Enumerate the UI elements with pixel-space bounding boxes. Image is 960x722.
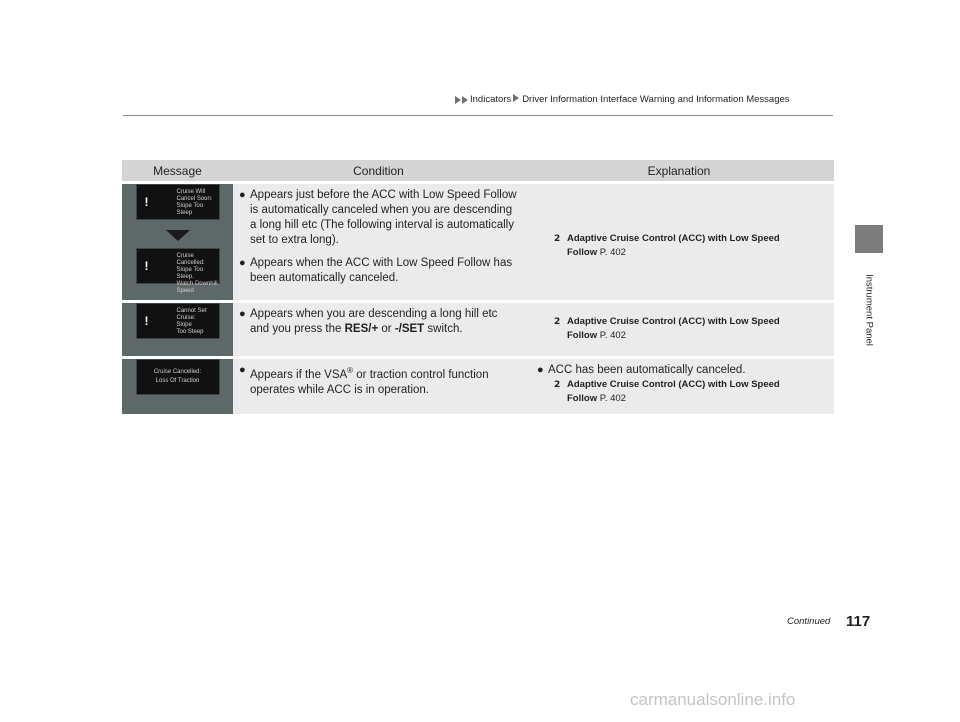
list-item: ● Appears just before the ACC with Low Speed Follow is automatically canceled when you are descending a long hill etc (The following interval is automatically set to extra long). [239, 189, 517, 246]
cruise-warning-icon: ! [144, 195, 149, 209]
list-item: ● Appears if the VSA® or traction control function operates while ACC is in operation. [239, 364, 489, 396]
section-tab [855, 225, 883, 253]
breadcrumb-arrow-icon [462, 96, 468, 104]
arrow-down-icon [166, 230, 190, 241]
condition-cell [233, 359, 524, 414]
breadcrumb-item-dii-messages[interactable]: Driver Information Interface Warning and Information Messages [522, 94, 790, 105]
explanation-cell [524, 359, 834, 414]
watermark: carmanualsonline.info [630, 690, 796, 709]
table-row [122, 303, 834, 356]
list-item: ● ACC has been automatically canceled. [537, 364, 746, 376]
list-item: ● Appears when the ACC with Low Speed Follow has been automatically canceled. [239, 257, 513, 284]
page-number: 117 [846, 613, 871, 630]
cross-reference-link[interactable]: 2 Adaptive Cruise Control (ACC) with Low Speed Follow P. 402 [554, 379, 780, 404]
dash-screen [136, 303, 220, 339]
message-image-cell [122, 184, 233, 300]
message-image-cell [122, 359, 233, 414]
explanation-cell [524, 303, 834, 356]
dash-message-text: Cruise Will Cancel Soon: Slope Too Steep [176, 189, 213, 216]
table-row [122, 184, 834, 300]
header-message: Message [122, 160, 233, 181]
cross-reference-link[interactable]: 2 Adaptive Cruise Control (ACC) with Low Speed Follow P. 402 [554, 233, 780, 258]
cross-reference-link[interactable]: 2 Adaptive Cruise Control (ACC) with Low Speed Follow P. 402 [554, 316, 780, 341]
explanation-cell [524, 184, 834, 300]
condition-cell [233, 303, 524, 356]
res-switch-label: RES/+ [344, 323, 379, 335]
continued-label: Continued [787, 616, 831, 627]
bullet-icon: ● [239, 364, 246, 376]
dash-screen [136, 359, 220, 395]
bullet-icon: ● [239, 189, 246, 201]
message-image-cell [122, 303, 233, 356]
header-explanation: Explanation [524, 160, 834, 181]
cruise-warning-icon: ! [144, 314, 149, 328]
cruise-warning-icon: ! [144, 259, 149, 273]
reference-arrow-icon: 2 [554, 380, 561, 390]
dash-message-text: Cannot Set Cruise: Slope Too Steep [176, 308, 207, 335]
dash-screen [136, 184, 220, 220]
section-label [856, 255, 882, 365]
reference-arrow-icon: 2 [554, 234, 561, 244]
set-switch-label: -/SET [394, 323, 425, 335]
bullet-icon: ● [239, 308, 246, 320]
breadcrumb-arrow-icon [455, 96, 461, 104]
table-row [122, 359, 834, 414]
dash-message-text: Cruise Cancelled: Slope Too Steep. Watch Downhill Speed [176, 253, 218, 294]
table-header-row [122, 160, 834, 181]
header-condition: Condition [233, 160, 524, 181]
header-rule [123, 115, 833, 116]
breadcrumb-item-indicators[interactable]: Indicators [470, 94, 512, 105]
condition-cell [233, 184, 524, 300]
reference-arrow-icon: 2 [554, 317, 561, 327]
bullet-icon: ● [239, 257, 246, 269]
messages-table [122, 157, 834, 417]
list-item: ● Appears when you are descending a long hill etc and you press the RES/+ or -/SET switch. [239, 308, 498, 335]
dash-screen [136, 248, 220, 294]
bullet-icon: ● [537, 364, 544, 376]
section-label-text: Instrument Panel [863, 274, 875, 346]
breadcrumb-arrow-icon [513, 94, 519, 102]
dash-message-text: Cruise Cancelled: Loss Of Traction [153, 369, 202, 384]
breadcrumb [455, 94, 790, 105]
